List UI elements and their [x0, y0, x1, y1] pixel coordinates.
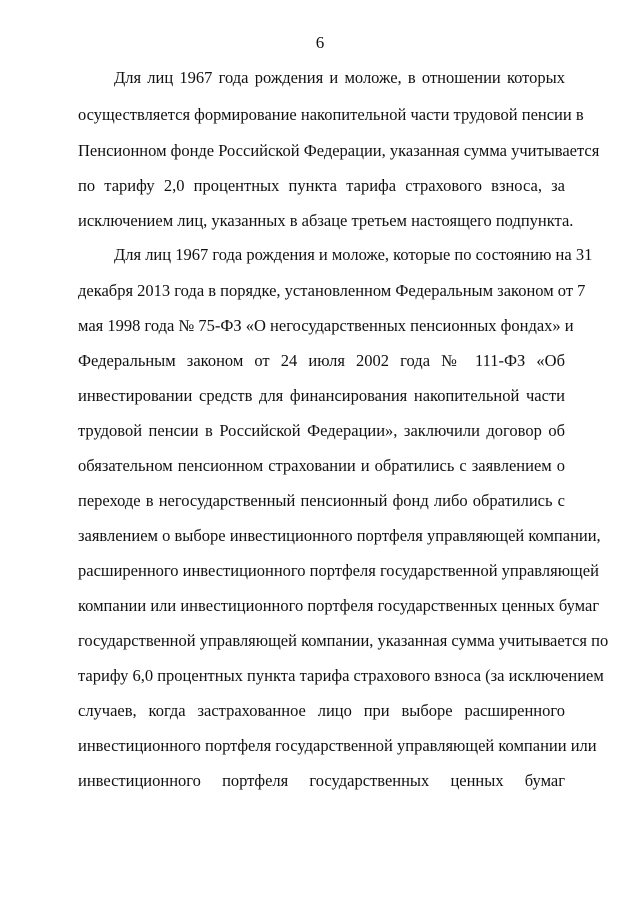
- paragraph-2-line-7: обязательном пенсионном страховании и обратились с заявлением о: [78, 456, 565, 475]
- paragraph-2-line-1: Для лиц 1967 года рождения и моложе, которые по состоянию на 31: [114, 245, 593, 264]
- paragraph-2-line-4: Федеральным законом от 24 июля 2002 года № 111-ФЗ «Об: [78, 351, 565, 370]
- paragraph-2-line-14: случаев, когда застрахованное лицо при выборе расширенного: [78, 701, 565, 720]
- paragraph-2-line-10: расширенного инвестиционного портфеля государственной управляющей: [78, 561, 599, 580]
- paragraph-1-line-3: Пенсионном фонде Российской Федерации, указанная сумма учитывается: [78, 141, 600, 160]
- paragraph-2-line-6: трудовой пенсии в Российской Федерации», заключили договор об: [78, 421, 565, 440]
- paragraph-2-line-13: тарифу 6,0 процентных пункта тарифа страхового взноса (за исключением: [78, 666, 604, 685]
- paragraph-2-line-15: инвестиционного портфеля государственной управляющей компании или: [78, 736, 597, 755]
- paragraph-1-line-4: по тарифу 2,0 процентных пункта тарифа страхового взноса, за: [78, 176, 565, 195]
- page-number: 6: [315, 33, 325, 52]
- paragraph-2-line-12: государственной управляющей компании, указанная сумма учитывается по: [78, 631, 609, 650]
- paragraph-2-line-2: декабря 2013 года в порядке, установленном Федеральным законом от 7: [78, 281, 586, 300]
- paragraph-1-line-5: исключением лиц, указанных в абзаце третьем настоящего подпункта.: [78, 211, 574, 230]
- paragraph-1-line-1: Для лиц 1967 года рождения и моложе, в отношении которых: [114, 68, 565, 87]
- paragraph-1-line-2: осуществляется формирование накопительной части трудовой пенсии в: [78, 105, 584, 124]
- paragraph-2-line-3: мая 1998 года № 75-ФЗ «О негосударственных пенсионных фондах» и: [78, 316, 574, 335]
- paragraph-2-line-5: инвестировании средств для финансирования накопительной части: [78, 386, 565, 405]
- paragraph-2-line-11: компании или инвестиционного портфеля государственных ценных бумаг: [78, 596, 600, 615]
- paragraph-2-line-9: заявлением о выборе инвестиционного портфеля управляющей компании,: [78, 526, 601, 545]
- paragraph-2-line-16: инвестиционного портфеля государственных ценных бумаг: [78, 771, 565, 790]
- paragraph-2-line-8: переходе в негосударственный пенсионный фонд либо обратились с: [78, 491, 565, 510]
